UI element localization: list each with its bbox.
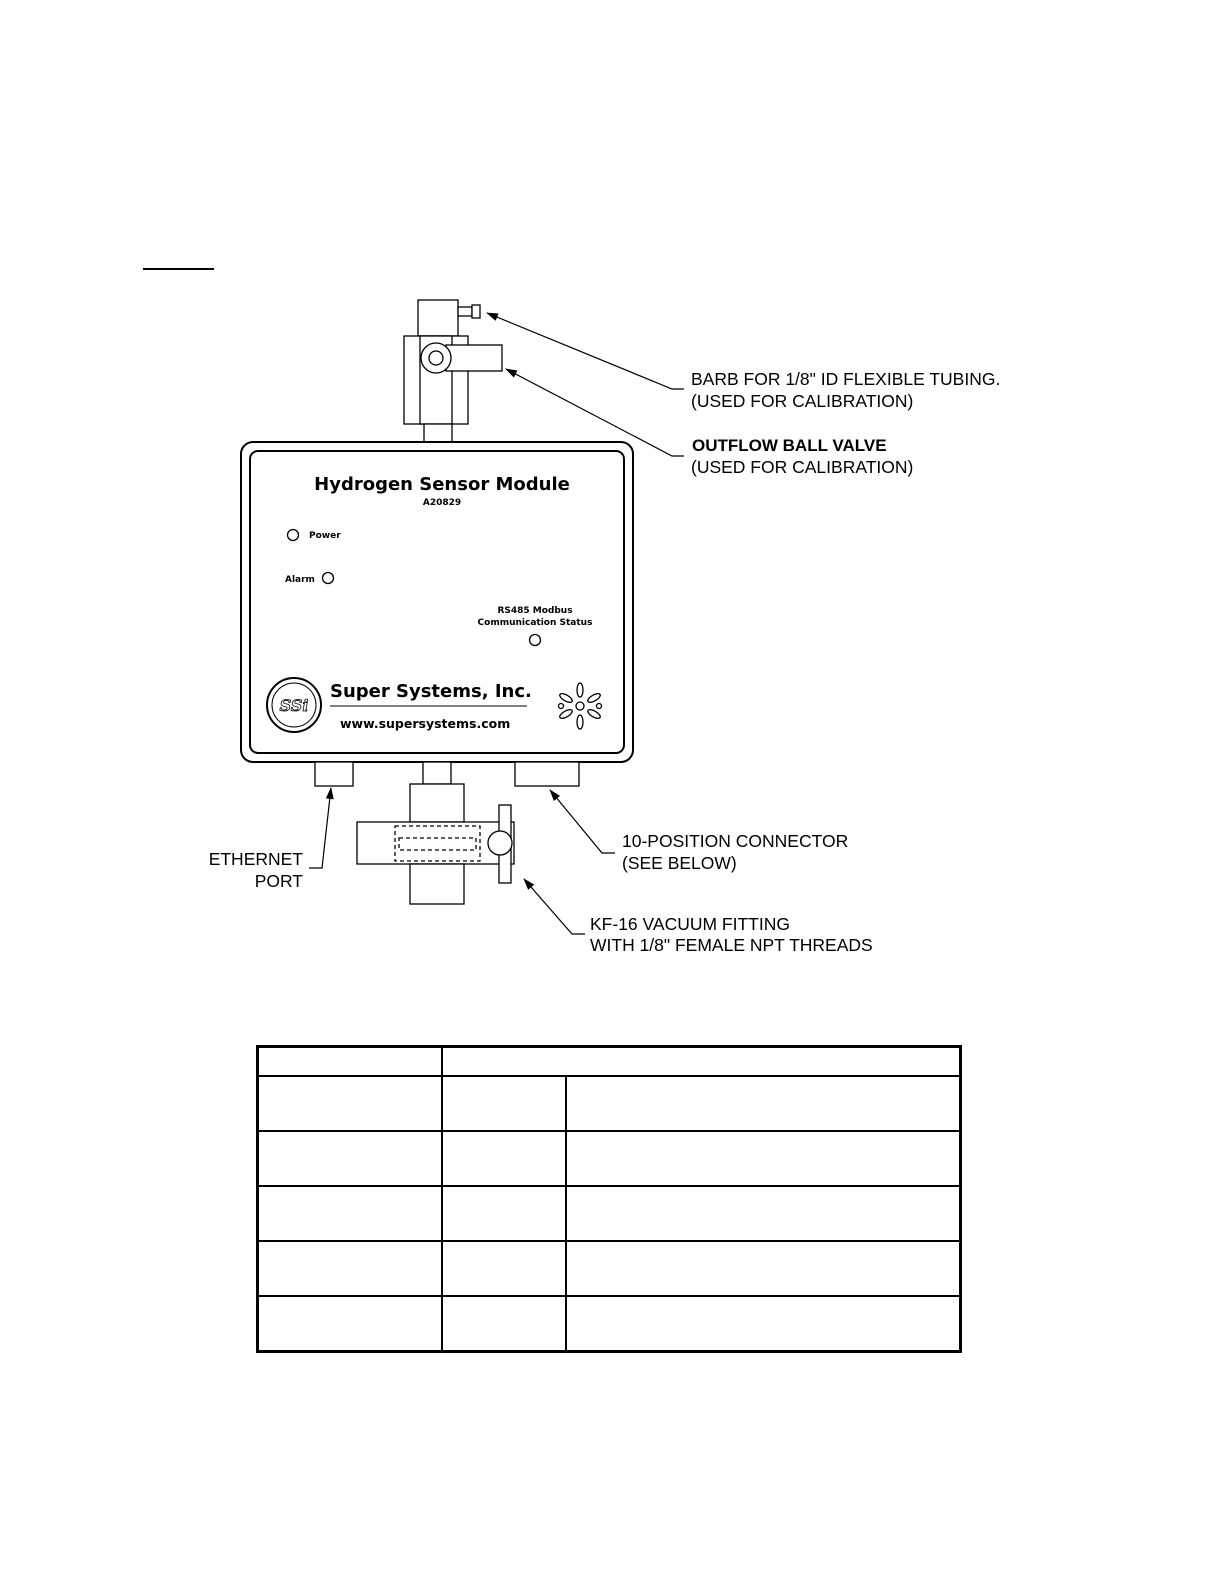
barb-nozzle [458, 307, 472, 316]
logo-text: SSi [279, 696, 309, 715]
table-cell [258, 1186, 442, 1241]
comm-led [530, 635, 541, 646]
kf16-callout-line2: WITH 1/8" FEMALE NPT THREADS [590, 935, 873, 955]
table-cell [442, 1131, 566, 1186]
connector-leader [550, 790, 615, 853]
table-cell [258, 1131, 442, 1186]
comm-label-line2: Communication Status [477, 618, 593, 628]
top-neck [424, 424, 452, 442]
alarm-label: Alarm [285, 575, 315, 585]
kf16-lower-body [410, 864, 464, 904]
table-cell [442, 1186, 566, 1241]
barb-block [418, 300, 458, 336]
kf16-leader [524, 879, 585, 934]
connector-pinout-table [256, 1045, 962, 1353]
power-label: Power [309, 531, 341, 541]
barb-leader [487, 313, 684, 389]
connector-port [515, 762, 579, 786]
alarm-led [323, 573, 334, 584]
table-cell [442, 1296, 566, 1352]
ssi-logo [267, 678, 321, 732]
top-fitting [404, 300, 502, 442]
table-header-cell [442, 1047, 961, 1077]
valve-handle [446, 345, 502, 371]
valve-callout-line2: (USED FOR CALIBRATION) [691, 457, 914, 477]
table-cell [258, 1296, 442, 1352]
valve-callout-line1: OUTFLOW BALL VALVE [692, 436, 887, 455]
comm-label-line1: RS485 Modbus [497, 606, 573, 616]
table-cell [442, 1076, 566, 1131]
ethernet-callout-line2: PORT [254, 871, 303, 891]
valve-ball-core [429, 351, 443, 365]
connector-callout-line2: (SEE BELOW) [622, 853, 737, 873]
table-cell [566, 1186, 961, 1241]
kf16-callout-line1: KF-16 VACUUM FITTING [590, 914, 790, 934]
brand-name: Super Systems, Inc. [330, 681, 532, 702]
module-part-number: A20829 [422, 498, 462, 508]
connector-callout-line1: 10-POSITION CONNECTOR [622, 831, 849, 851]
kf16-wingnut [488, 831, 512, 855]
kf16-ring-inner [399, 838, 476, 850]
table-row [258, 1241, 961, 1296]
kf16-upper-body [410, 784, 464, 822]
table-cell [258, 1241, 442, 1296]
table-header-cell [258, 1047, 442, 1077]
table-cell [566, 1241, 961, 1296]
table-row [258, 1131, 961, 1186]
barb-callout-line2: (USED FOR CALIBRATION) [691, 391, 914, 411]
ethernet-leader [309, 788, 331, 868]
power-led [288, 530, 299, 541]
table-header-row [258, 1047, 961, 1077]
kf16-neck [423, 762, 451, 784]
ethernet-port [315, 762, 353, 786]
barb-tip [472, 305, 480, 318]
module-title: Hydrogen Sensor Module [314, 474, 570, 495]
table-row [258, 1186, 961, 1241]
table-cell [566, 1296, 961, 1352]
ethernet-callout-line1: ETHERNET [208, 849, 303, 869]
barb-callout-line1: BARB FOR 1/8" ID FLEXIBLE TUBING. [691, 369, 1001, 389]
table-cell [258, 1076, 442, 1131]
kf16-fitting [357, 762, 514, 904]
table-cell [566, 1131, 961, 1186]
brand-url: www.supersystems.com [340, 716, 511, 731]
table-cell [566, 1076, 961, 1131]
table-row [258, 1296, 961, 1352]
table-cell [442, 1241, 566, 1296]
table-row [258, 1076, 961, 1131]
